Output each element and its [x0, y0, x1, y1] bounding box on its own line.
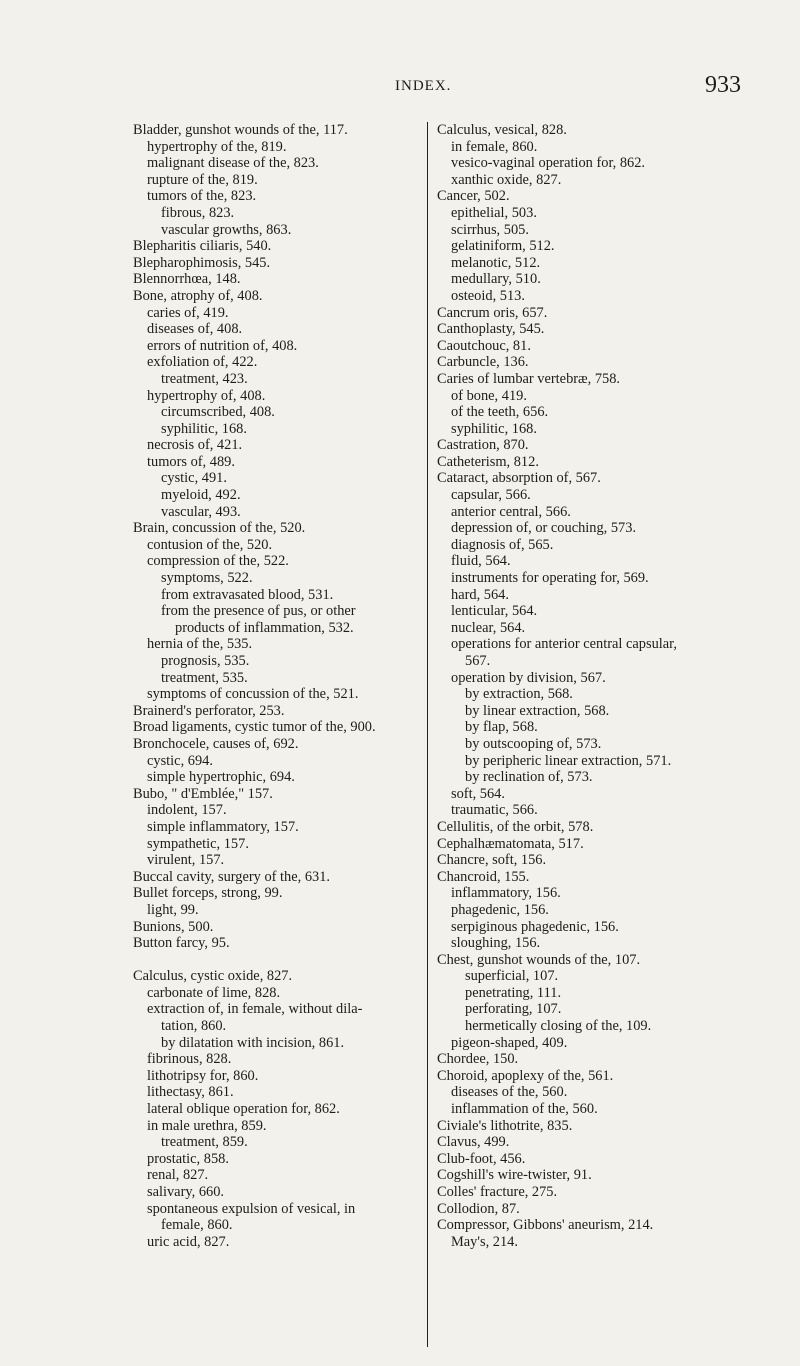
index-entry: Cephalhæmatomata, 517.	[437, 835, 584, 852]
index-subentry: by linear extraction, 568.	[465, 702, 610, 719]
index-subentry: hard, 564.	[451, 586, 509, 603]
index-subentry: tumors of, 489.	[147, 453, 235, 470]
index-entry: Chest, gunshot wounds of the, 107.	[437, 951, 641, 968]
index-subentry: hernia of the, 535.	[147, 636, 253, 653]
index-subentry: renal, 827.	[147, 1167, 209, 1184]
index-subentry: anterior central, 566.	[451, 503, 571, 520]
index-subentry: medullary, 510.	[451, 271, 541, 288]
index-subentry: spontaneous expulsion of vesical, in	[147, 1200, 356, 1217]
index-subentry: carbonate of lime, 828.	[147, 984, 281, 1001]
index-subentry: tation, 860.	[161, 1018, 227, 1035]
index-subentry: compression of the, 522.	[147, 553, 289, 570]
index-subentry: gelatiniform, 512.	[451, 238, 555, 255]
index-subentry: indolent, 157.	[147, 802, 227, 819]
index-subentry: extraction of, in female, without dila-	[147, 1001, 363, 1018]
index-entry: Caries of lumbar vertebræ, 758.	[437, 370, 621, 387]
index-subentry: light, 99.	[147, 901, 199, 918]
index-subentry: scirrhus, 505.	[451, 221, 529, 238]
index-subentry: phagedenic, 156.	[451, 901, 549, 918]
index-subentry: simple inflammatory, 157.	[147, 818, 299, 835]
running-head-title: INDEX.	[395, 78, 452, 94]
index-subentry: from the presence of pus, or other	[161, 603, 356, 620]
index-entry: Bullet forceps, strong, 99.	[133, 885, 283, 902]
index-subentry: instruments for operating for, 569.	[451, 570, 649, 587]
index-entry: Brain, concussion of the, 520.	[133, 520, 306, 537]
index-entry: Button farcy, 95.	[133, 935, 230, 952]
index-subentry: inflammation of the, 560.	[451, 1101, 598, 1118]
index-subentry: melanotic, 512.	[451, 254, 541, 271]
index-entry: Cogshill's wire-twister, 91.	[437, 1167, 592, 1184]
index-subentry: uric acid, 827.	[147, 1233, 230, 1250]
index-entry: Buccal cavity, surgery of the, 631.	[133, 868, 331, 885]
index-subentry: salivary, 660.	[147, 1184, 224, 1200]
index-subentry: hermetically closing of the, 109.	[465, 1018, 652, 1035]
index-subentry: symptoms of concussion of the, 521.	[147, 686, 359, 703]
index-subentry: prostatic, 858.	[147, 1150, 229, 1167]
index-subentry: from extravasated blood, 531.	[161, 586, 334, 603]
index-subentry: in female, 860.	[451, 138, 538, 155]
index-subentry: simple hypertrophic, 694.	[147, 769, 295, 786]
index-subentry: lenticular, 564.	[451, 603, 538, 620]
index-subentry: by outscooping of, 573.	[465, 735, 602, 752]
index-entry: Cellulitis, of the orbit, 578.	[437, 818, 594, 835]
index-subentry: rupture of the, 819.	[147, 171, 258, 188]
index-subentry: prognosis, 535.	[161, 653, 250, 669]
index-subentry: circumscribed, 408.	[161, 404, 275, 421]
index-subentry: inflammatory, 156.	[451, 885, 561, 902]
index-entry: Cancer, 502.	[437, 188, 510, 205]
index-entry: Clavus, 499.	[437, 1134, 510, 1151]
index-subentry: in male urethra, 859.	[147, 1117, 267, 1134]
index-subentry: May's, 214.	[451, 1233, 518, 1250]
index-subentry: traumatic, 566.	[451, 802, 538, 819]
index-subentry: fibrous, 823.	[161, 204, 235, 221]
index-subentry: of the teeth, 656.	[451, 404, 549, 421]
index-entry: Cataract, absorption of, 567.	[437, 470, 601, 487]
index-subentry: 567.	[465, 653, 491, 669]
index-subentry: syphilitic, 168.	[161, 420, 247, 437]
index-column-right	[437, 122, 722, 1250]
index-subentry: by peripheric linear extraction, 571.	[465, 752, 672, 769]
index-subentry: depression of, or couching, 573.	[451, 520, 637, 537]
index-subentry: nuclear, 564.	[451, 619, 526, 636]
page-number: 933	[705, 72, 741, 98]
index-subentry: by dilatation with incision, 861.	[161, 1034, 345, 1051]
index-subentry: osteoid, 513.	[451, 287, 525, 304]
index-entry: Bone, atrophy of, 408.	[133, 287, 263, 304]
index-entry: Brainerd's perforator, 253.	[133, 702, 285, 719]
index-entry: Choroid, apoplexy of the, 561.	[437, 1067, 614, 1084]
index-subentry: treatment, 859.	[161, 1134, 248, 1151]
index-subentry: treatment, 423.	[161, 370, 248, 387]
index-subentry: exfoliation of, 422.	[147, 354, 258, 371]
index-subentry: malignant disease of the, 823.	[147, 155, 319, 172]
index-subentry: lithectasy, 861.	[147, 1084, 234, 1101]
index-entry: Carbuncle, 136.	[437, 354, 529, 371]
index-subentry: hypertrophy of, 408.	[147, 387, 266, 404]
index-subentry: fibrinous, 828.	[147, 1051, 232, 1068]
index-subentry: superficial, 107.	[465, 968, 559, 985]
index-subentry: capsular, 566.	[451, 487, 531, 504]
index-entry: Catheterism, 812.	[437, 453, 539, 470]
section-gap	[133, 952, 421, 969]
index-subentry: soft, 564.	[451, 785, 505, 802]
index-subentry: vascular, 493.	[161, 503, 241, 520]
index-entry: Calculus, cystic oxide, 827.	[133, 968, 293, 985]
index-subentry: female, 860.	[161, 1217, 233, 1234]
index-entry: Bladder, gunshot wounds of the, 117.	[133, 122, 348, 138]
index-subentry: pigeon-shaped, 409.	[451, 1034, 568, 1051]
index-entry: Collodion, 87.	[437, 1200, 520, 1217]
index-entry: Club-foot, 456.	[437, 1150, 526, 1167]
index-subentry: by reclination of, 573.	[465, 769, 593, 786]
index-subentry: errors of nutrition of, 408.	[147, 337, 298, 354]
index-entry: Cancrum oris, 657.	[437, 304, 548, 321]
index-entry: Chancre, soft, 156.	[437, 852, 547, 869]
index-subentry: vesico-vaginal operation for, 862.	[451, 155, 646, 172]
index-subentry: by flap, 568.	[465, 719, 538, 736]
index-subentry: by extraction, 568.	[465, 686, 573, 703]
index-subentry: sloughing, 156.	[451, 935, 541, 952]
index-entry: Blepharophimosis, 545.	[133, 254, 271, 271]
column-divider	[427, 122, 428, 1347]
index-entry: Calculus, vesical, 828.	[437, 122, 567, 138]
index-subentry: vascular growths, 863.	[161, 221, 292, 238]
index-subentry: myeloid, 492.	[161, 487, 241, 504]
page-header	[0, 74, 800, 114]
index-subentry: caries of, 419.	[147, 304, 229, 321]
index-subentry: syphilitic, 168.	[451, 420, 537, 437]
index-entry: Broad ligaments, cystic tumor of the, 900.	[133, 719, 376, 736]
index-entry: Canthoplasty, 545.	[437, 321, 545, 338]
index-entry: Blepharitis ciliaris, 540.	[133, 238, 272, 255]
index-entry: Blennorrhœa, 148.	[133, 271, 241, 288]
index-column-left	[133, 122, 421, 1250]
index-entry: Chancroid, 155.	[437, 868, 530, 885]
index-subentry: cystic, 694.	[147, 752, 213, 769]
index-subentry: contusion of the, 520.	[147, 536, 273, 553]
index-entry: Castration, 870.	[437, 437, 529, 454]
index-subentry: operation by division, 567.	[451, 669, 606, 686]
index-entry: Bronchocele, causes of, 692.	[133, 735, 299, 752]
index-subentry: cystic, 491.	[161, 470, 227, 487]
index-subentry: symptoms, 522.	[161, 570, 253, 587]
index-subentry: epithelial, 503.	[451, 204, 537, 221]
index-subentry: diseases of the, 560.	[451, 1084, 568, 1101]
index-subentry: perforating, 107.	[465, 1001, 562, 1018]
index-subentry: hypertrophy of the, 819.	[147, 138, 287, 155]
index-subentry: lithotripsy for, 860.	[147, 1067, 259, 1084]
index-subentry: xanthic oxide, 827.	[451, 171, 562, 188]
index-subentry: products of inflammation, 532.	[175, 619, 354, 636]
index-subentry: lateral oblique operation for, 862.	[147, 1101, 340, 1118]
index-subentry: of bone, 419.	[451, 387, 527, 404]
index-entry: Bubo, " d'Emblée," 157.	[133, 785, 273, 802]
index-subentry: operations for anterior central capsular,	[451, 636, 677, 653]
index-subentry: serpiginous phagedenic, 156.	[451, 918, 619, 935]
index-subentry: tumors of the, 823.	[147, 188, 257, 205]
index-subentry: treatment, 535.	[161, 669, 248, 686]
index-entry: Colles' fracture, 275.	[437, 1184, 558, 1200]
index-entry: Civiale's lithotrite, 835.	[437, 1117, 573, 1134]
index-subentry: sympathetic, 157.	[147, 835, 249, 852]
index-subentry: diseases of, 408.	[147, 321, 243, 338]
index-entry: Compressor, Gibbons' aneurism, 214.	[437, 1217, 654, 1234]
index-subentry: virulent, 157.	[147, 852, 225, 869]
index-subentry: penetrating, 111.	[465, 984, 562, 1001]
index-entry: Bunions, 500.	[133, 918, 214, 935]
index-entry: Caoutchouc, 81.	[437, 337, 531, 354]
index-subentry: fluid, 564.	[451, 553, 511, 570]
index-subentry: necrosis of, 421.	[147, 437, 243, 454]
index-entry: Chordee, 150.	[437, 1051, 519, 1068]
index-subentry: diagnosis of, 565.	[451, 536, 554, 553]
